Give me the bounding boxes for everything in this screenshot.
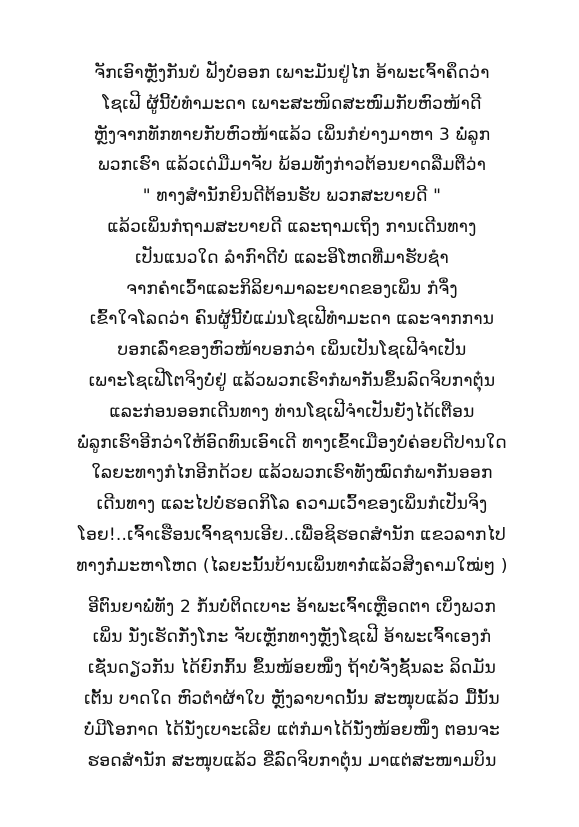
text-line: ໂອຍ!..ເຈົ້າເຮືອນເຈົ້າຊານເອີຍ..ເພື່ອຊິຮອດສຳນັກ ແຂວລາກໄປ <box>78 524 506 545</box>
text-line: ຈາກຄຳເວົ້າແລະກິລິຍາມາລະຍາດຂອງເພິ່ນ ກໍຈຶ່ງ <box>126 278 458 299</box>
text-line: ເປັນແນວໃດ ລໍາກົາດີບໍ່ ແລະອິໂຫດທີ່ມາຮັບຊໍາ <box>135 247 449 268</box>
text-line: ເດີນທາງ ແລະໄປບໍ່ຮອດກິໂລ ຄວາມເວົ້າຂອງເພິ່ນກໍເປັນຈິງ <box>96 494 488 515</box>
text-line: ແລ້ວເພິ່ນກໍຖາມສະບາຍດີ ແລະຖາມເຖິງ ການເດີນທາງ <box>107 216 477 237</box>
text-line: ໃລຍະທາງກໍໄກອີກດ້ວຍ ແລ້ວພວກເຮົາທັງໝົດກໍພາກັນອອກ <box>91 463 493 484</box>
text-line: ເພິ່ນ ນັ່ງເຮັດກັ່ງໂກະ ຈັບເຫຼັກທາງຫຼັງໂຊເຟີ ອ້າພະເຈົ້າເອງກໍ <box>92 627 492 648</box>
text-line: ເພາະໂຊເຟີໂຕຈິງບໍ່ຢູ່ ແລ້ວພວກເຮົາກໍພາກັນຂຶ້ນລົດຈິບກາຕຸ໋ນ <box>88 370 496 391</box>
text-line: ບອກເລົ່າຂອງຫົວໜ້າບອກວ່າ ເພິ່ນເປັນໂຊເຟີຈຳເປັນ <box>117 340 467 361</box>
text-line: ເຕັ້ນ ບາດໃດ ຫົວຕຳຜ້າໃບ ຫຼັງລາບາດນັ້ນ ສະໜຸບແລ້ວ ມື້ນັ້ນ <box>84 688 500 709</box>
text-line: ເຂົ້າໃຈໂລດວ່າ ຄົນຜູ້ນີ້ບໍ່ແມ່ນໂຊເຟີທຳມະດາ ແລະຈາກການ <box>89 309 495 330</box>
text-line: ອີຕົນຍາພໍ່ທັງ 2 ກໍ້ນບໍ່ຕິດເບາະ ອ້າພະເຈົ້າເຫຼືອດຕາ ເບິ່ງພວກ <box>88 596 496 617</box>
text-line: ບໍ່ມີໂອກາດ ໄດ້ນັ່ງເບາະເລີຍ ແຕ່ກໍມາໄດ້ນັ່ງໜ້ອຍໜຶ່ງ ຕອນຈະ <box>83 719 501 740</box>
text-line: ທາງກໍ່ມະຫາໂຫດ (ໄລຍະນັ້ນບ້ານເພິ່ນທາກໍ່ແລ້ວສິງຄາມໃໝ່ໆ ) <box>76 555 508 576</box>
text-line: ເຊັ່ນດຽວກັນ ໄດ້ຍົກກົ້ນ ຂຶ້ນໜ້ອຍໜຶ່ງ ຖ້າບໍ່ຈັ່ງຊັ້ນລະ ລິດມັນ <box>87 658 497 679</box>
text-line: ແລະກ່ອນອອກເດີນທາງ ທ່ານໂຊເຟີຈຳເປັນຍັງໄດ້ເຕືອນ <box>109 401 475 422</box>
text-line: ໂຊເຟີ ຜູ້ນີ້ບໍ່ທຳມະດາ ເພາະສະໜິດສະໜົມກັບຫົວໜ້າດີ <box>102 93 482 114</box>
text-line: ພໍ່ລູກເຮົາອີກວ່າໃຫ້ອົດທົນເອົາເດີ ທາງເຂົ້າເມືອງບໍ່ຄ່ອຍດີປານໃດ <box>77 432 507 453</box>
text-line: ຈັກເອົາຫຼັງກັນບໍ ຟັງບໍ່ອອກ ເພາະມັນຢູ່ໄກ ອ້າພະເຈົ້າຄຶດວ່າ <box>94 63 490 83</box>
text-line: " ທາງສຳນັກຍິນດີຕ້ອນຮັບ ພວກສະບາຍດີ " <box>142 186 442 207</box>
text-line: ຫຼັງຈາກທັກທາຍກັບຫົວໜ້າແລ້ວ ເພິ່ນກໍຍ່າງມາຫາ 3 ພໍ່ລູກ <box>93 124 491 145</box>
text-line: ຮອດສຳນັກ ສະໜຸບແລ້ວ ຂີ່ລົດຈິບກາຕຸ໋ນ ມາແຕ່ສະໜາມບິນ <box>87 750 497 771</box>
paragraph-gap <box>62 582 522 592</box>
body-text <box>62 58 522 776</box>
text-line: ພວກເຮົາ ແລ້ວເດ່ມືມາຈັບ ພ້ອມທັງກ່າວຕ້ອນຍາດລືມຕືວ່າ <box>97 155 487 176</box>
